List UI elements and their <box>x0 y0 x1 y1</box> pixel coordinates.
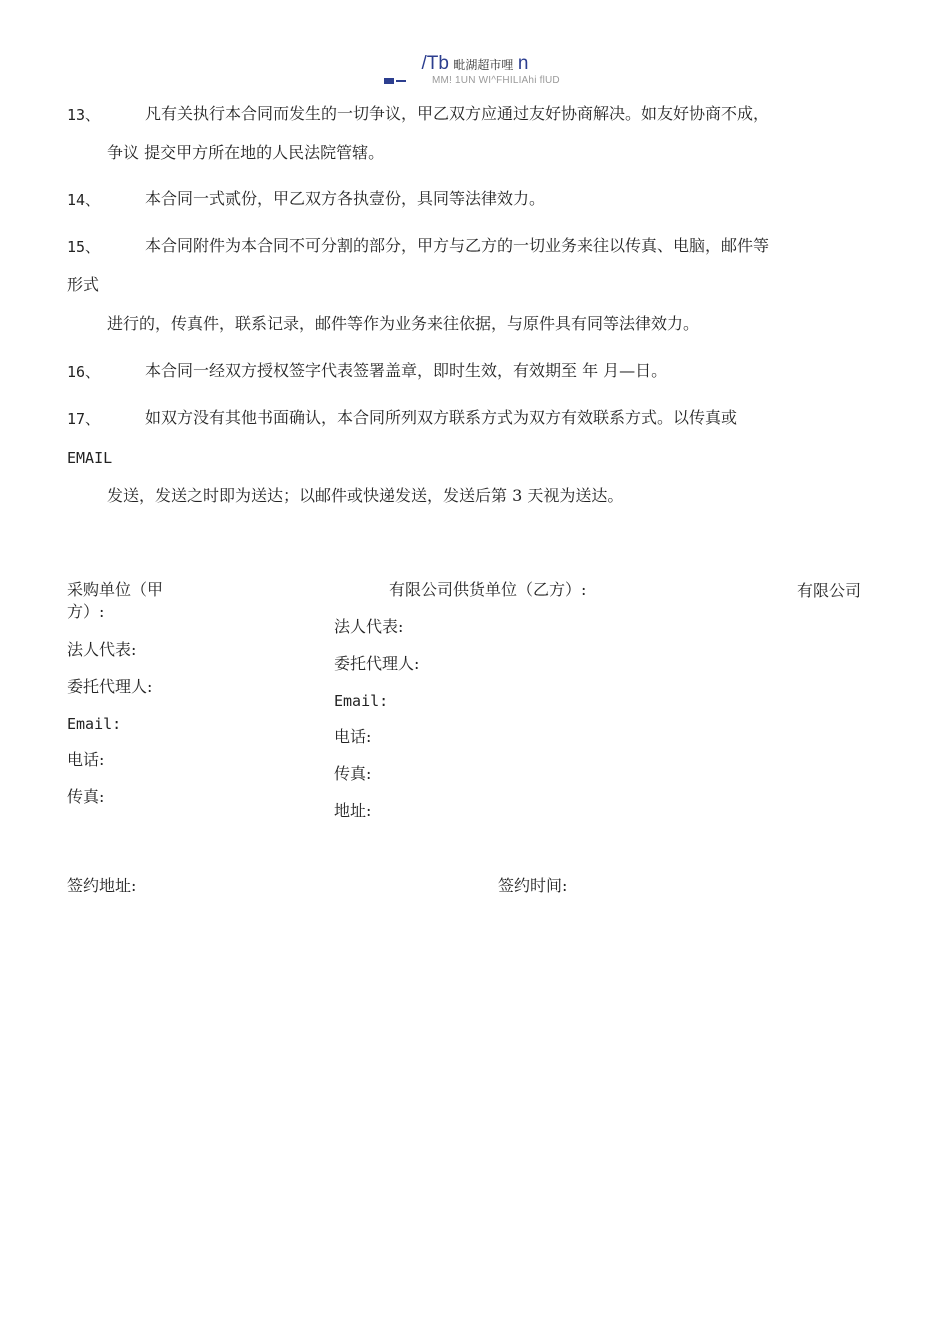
clause-17-line3: 发送，发送之时即为送达；以邮件或快递发送，发送后第 3 天视为送达。 <box>107 486 624 505</box>
company-logo <box>0 52 950 77</box>
page-header <box>0 0 950 95</box>
logo-suffix: n <box>517 53 529 74</box>
party-b-address: 地址: <box>334 801 372 820</box>
logo-mark-icon <box>384 78 394 84</box>
party-a-fax: 传真: <box>67 787 105 806</box>
clause-16-number: 16、 <box>67 363 101 381</box>
party-a-company-suffix: 有限公司 <box>389 580 454 599</box>
clause-17-number: 17、 <box>67 410 101 428</box>
clause-17-line2: EMAIL <box>67 449 113 467</box>
clause-15-line3: 进行的，传真件，联系记录，邮件等作为业务来往依据，与原件具有同等法律效力。 <box>107 314 700 333</box>
party-a-title-line2: 方）: <box>67 602 105 621</box>
logo-cn: 毗湖超市哩 <box>453 58 514 72</box>
party-a-legal-rep: 法人代表: <box>67 640 137 659</box>
clause-15-line1: 本合同附件为本合同不可分割的部分，甲方与乙方的一切业务来往以传真、电脑，邮件等 <box>145 236 770 255</box>
party-a-email: Email: <box>67 715 122 733</box>
clause-14-line1: 本合同一式贰份，甲乙双方各执壹份，具同等法律效力。 <box>145 189 546 208</box>
clause-16-line1: 本合同一经双方授权签字代表签署盖章，即时生效，有效期至 年 月—日。 <box>145 361 668 380</box>
sign-place-label: 签约地址: <box>67 876 137 895</box>
clause-17-line1: 如双方没有其他书面确认，本合同所列双方联系方式为双方有效联系方式。以传真或 <box>145 408 738 427</box>
party-b-agent: 委托代理人: <box>334 654 420 673</box>
logo-prefix: /Tb <box>421 53 449 74</box>
clause-13-number: 13、 <box>67 106 101 124</box>
clause-15-number: 15、 <box>67 238 101 256</box>
clause-13-line2: 争议 提交甲方所在地的人民法院管辖。 <box>107 143 385 162</box>
party-b-legal-rep: 法人代表: <box>334 617 404 636</box>
clause-13-line1: 凡有关执行本合同而发生的一切争议，甲乙双方应通过友好协商解决。如友好协商不成， <box>145 104 770 123</box>
logo-dash-icon <box>396 80 406 82</box>
party-b-email: Email: <box>334 692 389 710</box>
sign-time-label: 签约时间: <box>498 876 568 895</box>
party-a-title-line1: 采购单位（甲 <box>67 580 164 599</box>
party-a-phone: 电话: <box>67 750 105 769</box>
party-b-phone: 电话: <box>334 727 372 746</box>
clause-14-number: 14、 <box>67 191 101 209</box>
party-b-company-suffix: 有限公司 <box>797 581 862 600</box>
clause-15-line2: 形式 <box>67 275 100 294</box>
party-b-fax: 传真: <box>334 764 372 783</box>
party-a-agent: 委托代理人: <box>67 677 153 696</box>
logo-subtitle: MM! 1UN WI^FHILIAhi flUD <box>432 75 560 86</box>
party-b-title: 供货单位（乙方）: <box>453 580 587 599</box>
